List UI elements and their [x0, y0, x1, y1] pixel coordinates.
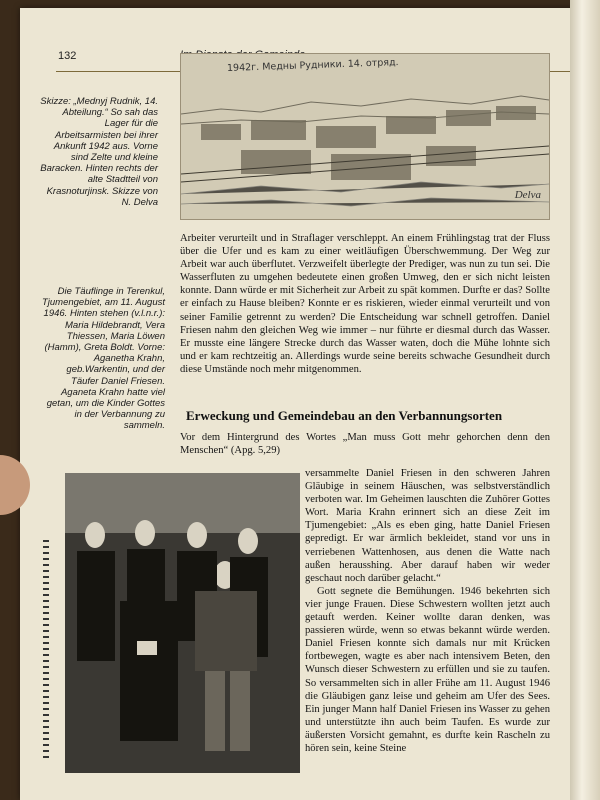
baptism-photo	[65, 473, 300, 773]
sketch-signature: Delva	[514, 189, 541, 201]
photo-caption: Die Täuflinge in Terenkul, Tjumengebiet, am 11. August 1946. Hinten stehen (v.l.n.r.): Maria Hildebrandt, Vera Thiessen, Maria Löwen (Hamm), Greta Boldt. Vorne: Aganetha Krahn, geb.Warkentin, und der Täufer Daniel Friesen. Aganeta Krahn hatte viel getan, um die Kinder Gottes in der Verbannung zu sammeln.	[41, 286, 165, 432]
paragraph-2-lead-text: Vor dem Hintergrund des Wortes „Man muss Gott mehr gehorchen denn den Menschen“ (Apg. 5,29)	[180, 432, 550, 457]
body-paragraph-2-lead	[180, 431, 550, 457]
section-heading: Erweckung und Gemeindebau an den Verbannungsorten	[186, 408, 503, 423]
paragraph-3-text: Gott segnete die Bemühungen. 1946 bekehrten sich vier junge Frauen. Diese Schwestern wollten jetzt auch getauft werden. Keiner wollte daran denken, was passieren würde, wenn so etwas bekannt würde werden. Daniel Friesen konnte sich damals nur mit Krücken fortbewegen, wagte es aber nach intensivem Beten, den Wunsch dieser Schwestern zu erfüllen und sie zu taufen. So versammelten sich in aller Frühe am 11. August 1946 die Gläubigen ganz leise und geheim am Ufer des Sees. Ein junger Mann half Daniel Friesen ins Wasser zu gehen und unterstützte ihn auch beim Taufen. Es wurde zur äußersten Vorsicht gemahnt, es durfte kein Rascheln zu hören sein, keine Steine	[305, 585, 550, 754]
sketch-caption: Skizze: „Mednyj Rudnik, 14. Abteilung.“ So sah das Lager für die Arbeitsarmisten bei ihrer Ankunft 1942 aus. Vorne sind Zelte und kleine Baracken. Hinten rechts der alte Stadtteil von Krasnoturjinsk. Skizze von N. Delva	[40, 96, 158, 208]
body-paragraph-1	[180, 232, 550, 376]
camp-sketch	[180, 53, 550, 220]
sketch-inscription: 1942г. Медны Рудники. 14. отряд.	[226, 57, 399, 74]
photo-figures	[65, 473, 300, 773]
paragraph-2-column-text: versammelte Daniel Friesen in den schweren Jahren Gläubige in seinem Häuschen, was selbstverständlich verboten war. Im Geheimen lauschten die Zuhörer Gottes Wort. Maria Krahn erinnert sich an diese Zeit im Tjumengebiet: „Als es eben ging, hatte Daniel Friesen gepredigt. Er war ärmlich bekleidet, stand vor uns in verriebenen Wattenhosen, aus denen die Watte nach außen herausshing. Aber darauf haben wir weder geschaut noch darüber gelacht.“	[305, 468, 550, 584]
paragraph-1-text: Arbeiter verurteilt und in Straflager verschleppt. An einem Frühlingstag trat der Fluss über die Ufer und es kam zu einer weitläufigen Überschwemmung. Der Weg zur Arbeit war auch überflutet. Verzweifelt überlegte der Prediger, was nun zu tun sei. Die Wasserfluten zu umgehen bedeutete einen großen Umweg, den er sich nicht leisten konnte. Dann würde er mit Sicherheit zur Arbeit zu spät kommen. Durfte er das? Sollte er einfach zu Hause bleiben? Konnte er es riskieren, wieder einmal verurteilt und von seiner Familie getrennt zu werden? Die Entscheidung war schnell getroffen. Daniel Friesen nahm den gleichen Weg wie immer – nur führte er diesmal durch das Wasser. Er musste eine längere Strecke durch das Wasser waten, doch die Mühe lohnte sich und er kam rechtzeitig an. Allerdings wurde seine bereits schwache Gesundheit durch diese Umstände noch mehr mitgenommen.	[180, 233, 550, 375]
sketch-drawing	[181, 54, 549, 219]
margin-ticks	[43, 540, 49, 760]
page-spine	[570, 0, 600, 800]
page-number: 132	[58, 50, 77, 62]
body-paragraph-2-3	[305, 467, 550, 755]
